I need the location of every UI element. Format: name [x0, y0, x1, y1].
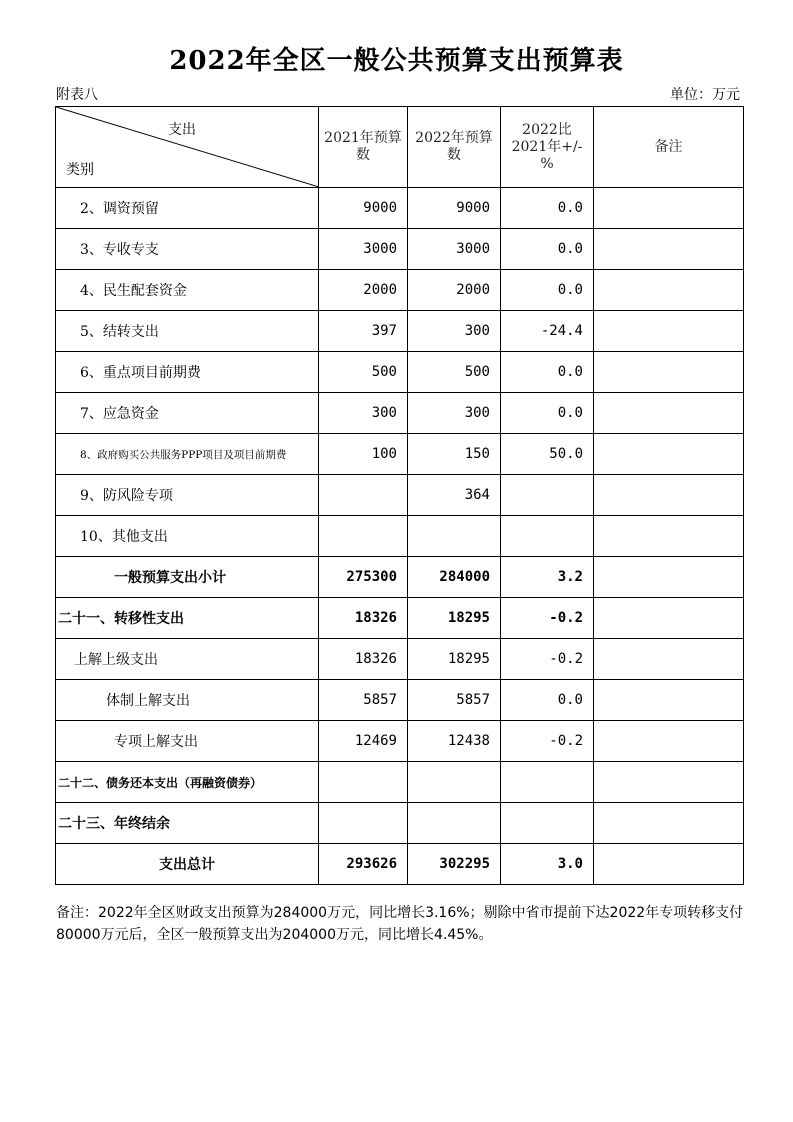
table-row — [56, 188, 744, 229]
row-2021-value: 3000 — [319, 229, 408, 270]
row-2022-value: 302295 — [408, 844, 501, 885]
row-change-pct — [501, 762, 594, 803]
row-remark — [594, 434, 744, 475]
row-remark — [594, 762, 744, 803]
row-2022-value: 3000 — [408, 229, 501, 270]
row-remark — [594, 352, 744, 393]
row-remark — [594, 188, 744, 229]
row-2022-value — [408, 516, 501, 557]
row-remark — [594, 598, 744, 639]
row-2021-value: 293626 — [319, 844, 408, 885]
row-2021-value: 12469 — [319, 721, 408, 762]
row-2021-value: 5857 — [319, 680, 408, 721]
unit-label: 单位：万元 — [670, 87, 740, 103]
footnote: 备注：2022年全区财政支出预算为284000万元，同比增长3.16%；剔除中省市提前下达2022年专项转移支付80000万元后，全区一般预算支出为204000万元，同比增长4.45%。 — [56, 905, 744, 943]
table-row-section — [56, 598, 744, 639]
row-2021-value: 9000 — [319, 188, 408, 229]
row-2021-value: 18326 — [319, 598, 408, 639]
row-2022-value: 18295 — [408, 639, 501, 680]
row-remark — [594, 475, 744, 516]
row-remark — [594, 803, 744, 844]
row-2021-value: 397 — [319, 311, 408, 352]
row-2022-value: 2000 — [408, 270, 501, 311]
row-category: 一般预算支出小计 — [56, 557, 319, 598]
row-2021-value: 500 — [319, 352, 408, 393]
row-2021-value: 275300 — [319, 557, 408, 598]
row-change-pct: 3.2 — [501, 557, 594, 598]
header-diagonal-cell — [56, 107, 319, 188]
row-2021-value: 100 — [319, 434, 408, 475]
table-row-total — [56, 844, 744, 885]
row-remark — [594, 680, 744, 721]
row-category: 3、专收专支 — [56, 229, 319, 270]
row-change-pct: 0.0 — [501, 270, 594, 311]
row-remark — [594, 557, 744, 598]
table-row — [56, 721, 744, 762]
row-2022-value — [408, 762, 501, 803]
row-2021-value: 18326 — [319, 639, 408, 680]
row-2021-value: 300 — [319, 393, 408, 434]
row-remark — [594, 311, 744, 352]
row-category: 10、其他支出 — [56, 516, 319, 557]
row-remark — [594, 844, 744, 885]
row-2022-value: 500 — [408, 352, 501, 393]
row-category: 二十一、转移性支出 — [56, 598, 319, 639]
row-remark — [594, 229, 744, 270]
table-row — [56, 434, 744, 475]
row-remark — [594, 393, 744, 434]
header-expenditure-label: 支出 — [168, 122, 196, 138]
row-2022-value: 5857 — [408, 680, 501, 721]
row-category: 8、政府购买公共服务PPP项目及项目前期费 — [56, 434, 319, 475]
table-row-subtotal — [56, 557, 744, 598]
table-row — [56, 475, 744, 516]
row-change-pct: -0.2 — [501, 721, 594, 762]
row-change-pct: -0.2 — [501, 598, 594, 639]
row-category: 二十二、债务还本支出（再融资债券） — [56, 762, 319, 803]
row-2022-value: 364 — [408, 475, 501, 516]
row-category: 6、重点项目前期费 — [56, 352, 319, 393]
table-row — [56, 639, 744, 680]
row-remark — [594, 639, 744, 680]
row-category: 5、结转支出 — [56, 311, 319, 352]
row-change-pct: 50.0 — [501, 434, 594, 475]
budget-table — [55, 106, 744, 885]
row-category: 专项上解支出 — [56, 721, 319, 762]
row-2022-value: 18295 — [408, 598, 501, 639]
row-2021-value — [319, 803, 408, 844]
row-2022-value: 300 — [408, 393, 501, 434]
table-header-row — [56, 107, 744, 188]
table-row — [56, 229, 744, 270]
row-2021-value: 2000 — [319, 270, 408, 311]
row-2021-value — [319, 475, 408, 516]
row-category: 上解上级支出 — [56, 639, 319, 680]
row-change-pct — [501, 803, 594, 844]
row-2022-value: 300 — [408, 311, 501, 352]
row-change-pct: 0.0 — [501, 680, 594, 721]
row-change-pct: 0.0 — [501, 188, 594, 229]
header-category-label: 类别 — [66, 162, 94, 178]
table-row — [56, 393, 744, 434]
table-row-section — [56, 803, 744, 844]
row-category: 4、民生配套资金 — [56, 270, 319, 311]
row-change-pct — [501, 475, 594, 516]
row-change-pct: 0.0 — [501, 352, 594, 393]
row-change-pct: 3.0 — [501, 844, 594, 885]
row-2022-value: 284000 — [408, 557, 501, 598]
row-category: 7、应急资金 — [56, 393, 319, 434]
table-row — [56, 270, 744, 311]
row-change-pct: -24.4 — [501, 311, 594, 352]
row-remark — [594, 721, 744, 762]
row-2022-value: 9000 — [408, 188, 501, 229]
attachment-label: 附表八 — [56, 87, 98, 103]
table-row — [56, 516, 744, 557]
row-category: 9、防风险专项 — [56, 475, 319, 516]
table-row-section — [56, 762, 744, 803]
row-change-pct: 0.0 — [501, 393, 594, 434]
table-row — [56, 311, 744, 352]
header-2022-budget: 2022年预算数 — [408, 107, 501, 188]
row-change-pct — [501, 516, 594, 557]
header-2021-budget: 2021年预算数 — [319, 107, 408, 188]
row-category: 支出总计 — [56, 844, 319, 885]
table-row — [56, 352, 744, 393]
row-2022-value — [408, 803, 501, 844]
row-category: 2、调资预留 — [56, 188, 319, 229]
page-title: 2022年全区一般公共预算支出预算表 — [169, 46, 624, 76]
row-category: 体制上解支出 — [56, 680, 319, 721]
table-row — [56, 680, 744, 721]
header-change-pct: 2022比2021年+/-% — [501, 107, 594, 188]
row-category: 二十三、年终结余 — [56, 803, 319, 844]
header-remarks: 备注 — [594, 107, 744, 188]
row-2022-value: 150 — [408, 434, 501, 475]
row-change-pct: -0.2 — [501, 639, 594, 680]
row-2021-value — [319, 762, 408, 803]
row-2021-value — [319, 516, 408, 557]
row-2022-value: 12438 — [408, 721, 501, 762]
row-change-pct: 0.0 — [501, 229, 594, 270]
row-remark — [594, 270, 744, 311]
row-remark — [594, 516, 744, 557]
